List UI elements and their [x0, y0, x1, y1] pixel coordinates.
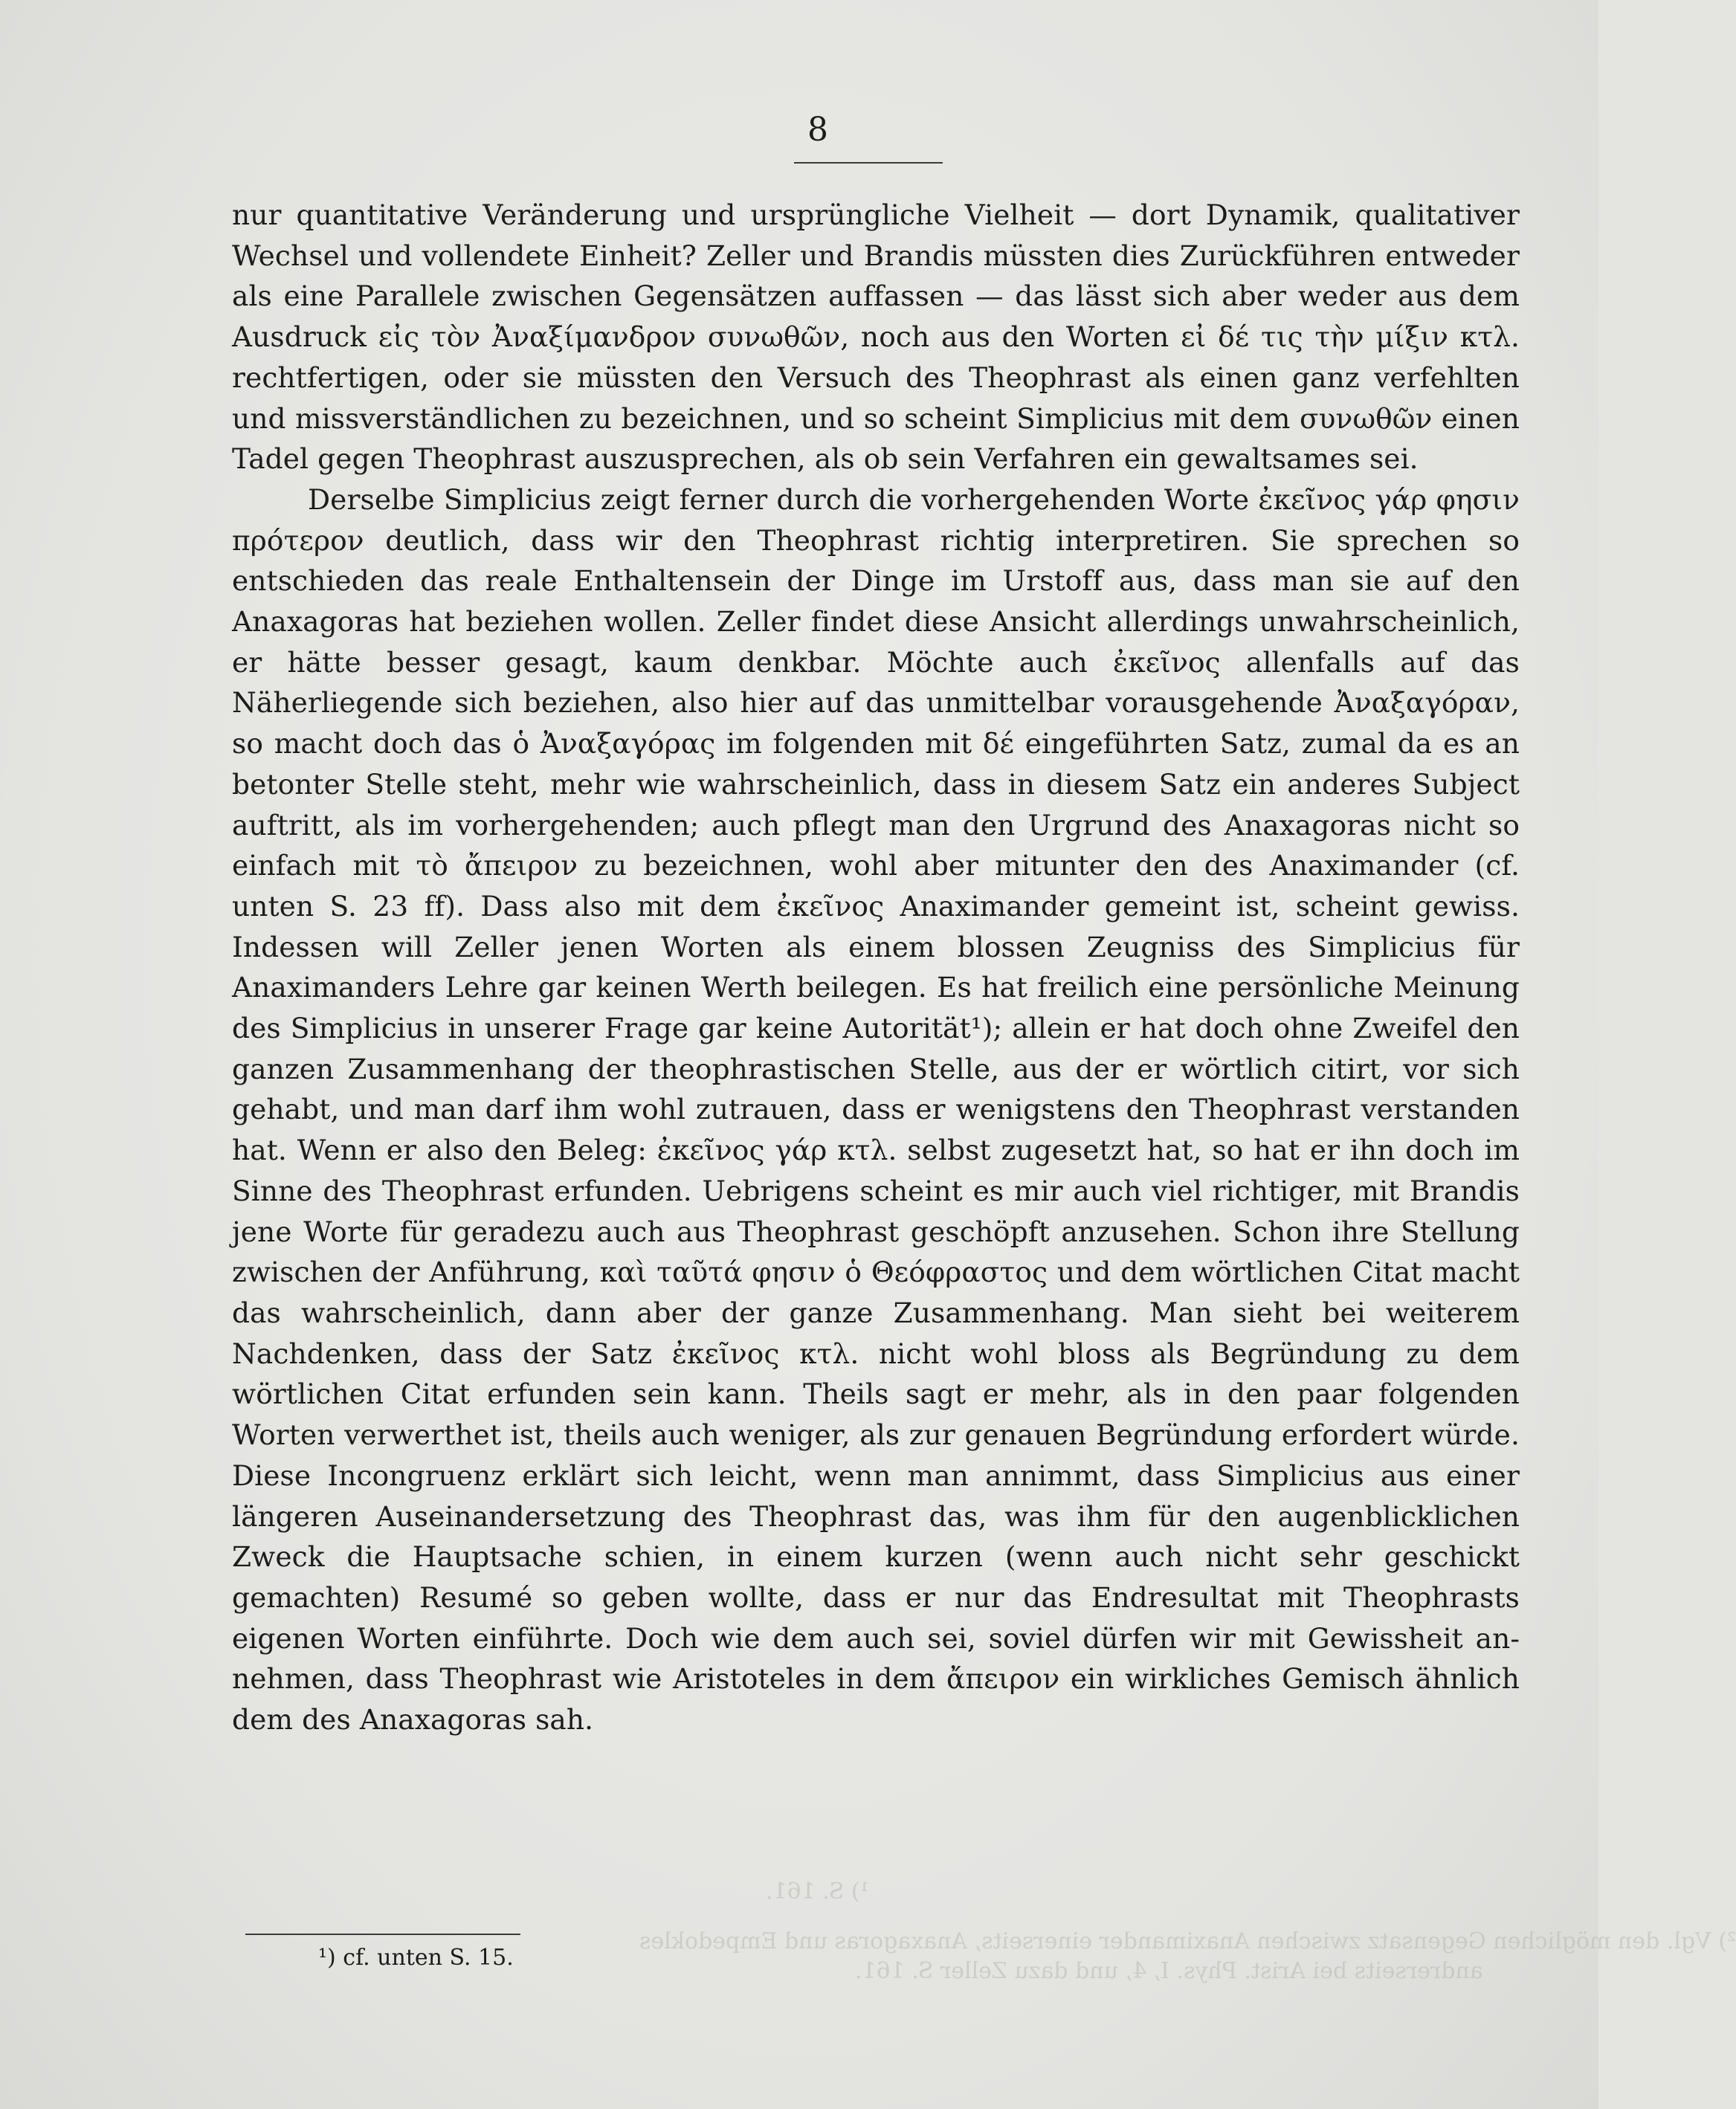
footnote: ¹) cf. unten S. 15.	[318, 1945, 514, 1971]
show-through-text: ¹) S. 161.	[766, 1879, 869, 1905]
paragraph: Derselbe Simplicius zeigt ferner durch die vorhergehenden Worte ἐκεῖνος γάρ φησιν πρότερον deutlich, dass wir den Theophrast richtig interpretiren. Sie sprechen so entschieden das reale Enthaltensein der Dinge im Urstoff aus, dass man sie auf den Anaxagoras hat beziehen wollen. Zeller findet diese Ansicht allerdings unwahrscheinlich, er hätte besser gesagt, kaum denkbar. Möchte auch ἐκεῖνος allenfalls auf das Näherliegende sich beziehen, also hier auf das unmittelbar vorausgehende Ἀναξαγόραν, so macht doch das ὁ Ἀναξαγόρας im folgenden mit δέ eingeführten Satz, zumal da es an betonter Stelle steht, mehr wie wahrscheinlich, dass in diesem Satz ein anderes Subject auftritt, als im vorhergehenden; auch pflegt man den Urgrund des Anaxagoras nicht so einfach mit τὸ ἄπειρον zu bezeichnen, wohl aber mitunter den des Anaximander (cf. unten S. 23 ff). Dass also mit dem ἐκεῖνος Anaximander gemeint ist, scheint gewiss. Indessen will Zeller jenen Worten als einem blossen Zeugniss des Simplicius für Anaximanders Lehre gar keinen Werth beilegen. Es hat freilich eine persönliche Meinung des Simplicius in unserer Frage gar keine Autorität¹); allein er hat doch ohne Zweifel den ganzen Zusammenhang der theophrastischen Stelle, aus der er wörtlich citirt, vor sich gehabt, und man darf ihm wohl zutrauen, dass er wenigstens den Theophrast verstanden hat. Wenn er also den Beleg: ἐκεῖνος γάρ κτλ. selbst zugesetzt hat, so hat er ihn doch im Sinne des Theophrast erfunden. Uebrigens scheint es mir auch viel richtiger, mit Brandis jene Worte für geradezu auch aus Theophrast geschöpft anzusehen. Schon ihre Stellung zwischen der Anführung, καὶ ταῦτά φησιν ὁ Θεόφραστος und dem wörtlichen Citat macht das wahrscheinlich, dann aber der ganze Zusammenhang. Man sieht bei weiterem Nachdenken, dass der Satz ἐκεῖνος κτλ. nicht wohl bloss als Begründung zu dem wörtlichen Citat erfunden sein kann. Theils sagt er mehr, als in den paar folgenden Worten verwerthet ist, theils auch weniger, als zur genauen Begründung erfordert würde. Diese Incongruenz erklärt sich leicht, wenn man annimmt, dass Simplicius aus einer längeren Auseinandersetzung des Theophrast das, was ihm für den augenblicklichen Zweck die Hauptsache schien, in einem kurzen (wenn auch nicht sehr geschickt gemachten) Resumé so geben wollte, dass er nur das Endresultat mit Theophrasts eigenen Worten einführte. Doch wie dem auch sei, soviel dürfen wir mit Gewissheit annehmen, dass Theophrast wie Aristoteles in dem ἄπειρον ein wirkliches Gemisch ähnlich dem des Anaxagoras sah.	[232, 482, 1520, 1737]
show-through-text: ²) Vgl. den möglichen Gegensatz zwischen Anaximander einerseits, Anaxagoras und Empedokles	[639, 1928, 1736, 1954]
show-through-text: andrerseits bei Arist. Phys. I, 4, und dazu Zeller S. 161.	[855, 1958, 1483, 1984]
paragraph: nur quantitative Veränderung und ursprüngliche Vielheit — dort Dynamik, qualitativer Wechsel und vollendete Einheit? Zeller und Brandis müssten dies Zurückführen entweder als eine Parallele zwischen Gegensätzen auffassen — das lässt sich aber weder aus dem Ausdruck εἰς τὸν Ἀναξίμανδρον συνωθῶν, noch aus den Worten εἰ δέ τις τὴν μίξιν κτλ. rechtfertigen, oder sie müssten den Versuch des Theophrast als einen ganz verfehlten und missverständlichen zu bezeichnen, und so scheint Simplicius mit dem συνωθῶν einen Tadel gegen Theophrast auszusprechen, als ob sein Verfahren ein gewaltsames sei.	[232, 198, 1520, 476]
header-rule	[794, 162, 943, 164]
main-text	[232, 195, 1520, 1740]
footnote-rule	[245, 1934, 520, 1935]
page-number: 8	[807, 111, 828, 149]
